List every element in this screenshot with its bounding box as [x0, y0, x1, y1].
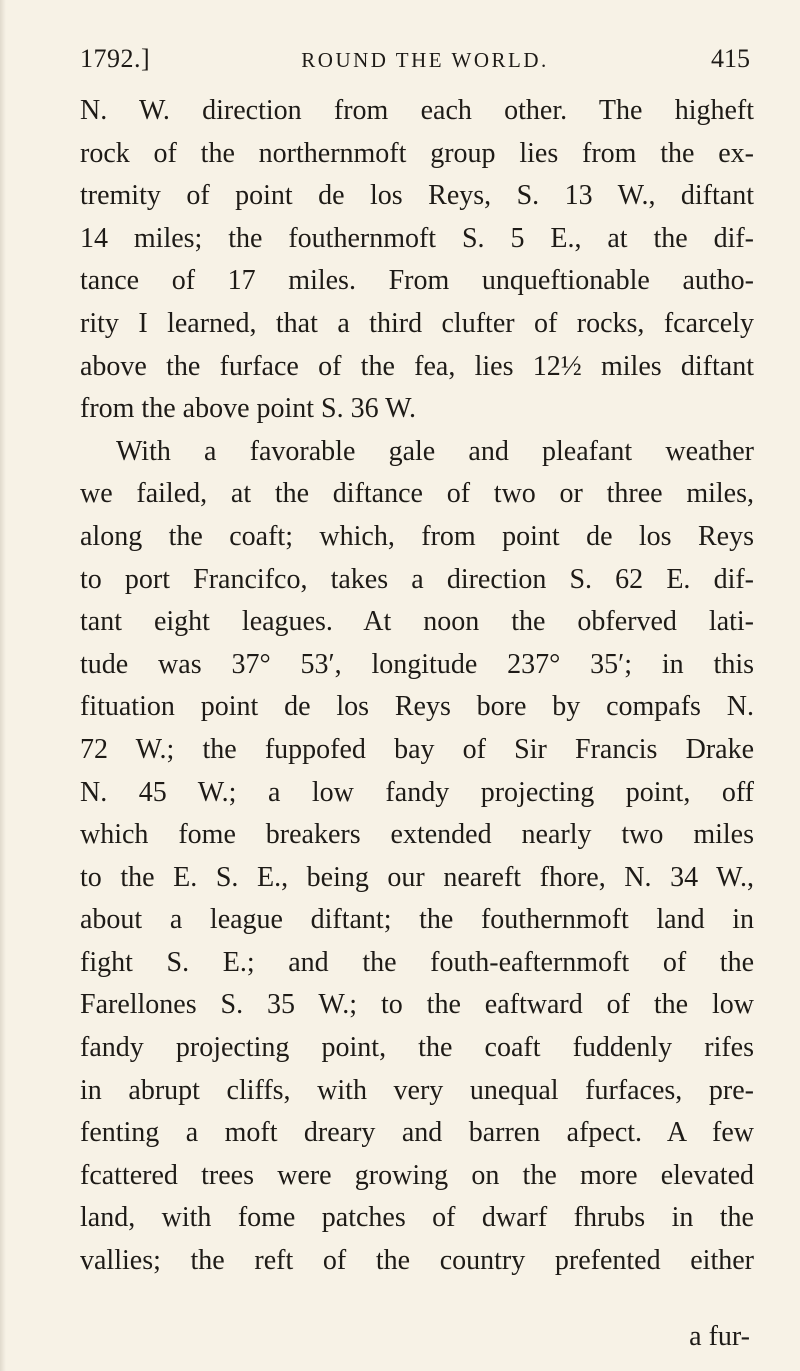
text-line: which fome breakers extended nearly two miles	[80, 819, 754, 851]
text-line: fenting a moft dreary and barren afpect. A few	[80, 1117, 754, 1149]
text-line: fandy projecting point, the coaft fuddenly rifes	[80, 1032, 754, 1064]
text-line: N. 45 W.; a low fandy projecting point, off	[80, 776, 754, 808]
running-header	[80, 44, 750, 84]
text-line: about a league diftant; the fouthernmoft land in	[80, 904, 754, 936]
text-line: fituation point de los Reys bore by compafs N.	[80, 691, 754, 723]
text-line: Farellones S. 35 W.; to the eaftward of the low	[80, 989, 754, 1021]
text-line: in abrupt cliffs, with very unequal furfaces, pre-	[80, 1074, 754, 1106]
text-line: we failed, at the diftance of two or three miles,	[80, 478, 754, 510]
text-line: vallies; the reft of the country prefented either	[80, 1245, 754, 1277]
text-line: to the E. S. E., being our neareft fhore, N. 34 W.,	[80, 861, 754, 893]
text-line: tremity of point de los Reys, S. 13 W., diftant	[80, 180, 754, 212]
text-line: With a favorable gale and pleafant weather	[116, 435, 754, 467]
header-year: 1792.]	[80, 44, 151, 73]
text-line: 72 W.; the fuppofed bay of Sir Francis Drake	[80, 733, 754, 765]
page-number: 415	[711, 44, 750, 73]
text-line: tance of 17 miles. From unqueftionable autho-	[80, 265, 754, 297]
body-text	[80, 90, 754, 1283]
text-line: fcattered trees were growing on the more elevated	[80, 1159, 754, 1191]
text-line: land, with fome patches of dwarf fhrubs in the	[80, 1202, 754, 1234]
text-line: to port Francifco, takes a direction S. 62 E. dif-	[80, 563, 754, 595]
catchword: a fur-	[689, 1321, 750, 1352]
text-line: along the coaft; which, from point de los Reys	[80, 520, 754, 552]
text-line: 14 miles; the fouthernmoft S. 5 E., at the dif-	[80, 222, 754, 254]
text-line: fight S. E.; and the fouth-eafternmoft of the	[80, 946, 754, 978]
text-line: N. W. direction from each other. The higheft	[80, 95, 754, 126]
text-line: tude was 37° 53′, longitude 237° 35′; in this	[80, 648, 754, 680]
text-line: rock of the northernmoft group lies from the ex-	[80, 137, 754, 169]
text-line: above the furface of the fea, lies 12½ miles diftant	[80, 350, 754, 382]
text-line: rity I learned, that a third clufter of rocks, fcarcely	[80, 307, 754, 339]
text-line: tant eight leagues. At noon the obferved lati-	[80, 606, 754, 638]
running-title: ROUND THE WORLD.	[301, 48, 549, 72]
text-line: from the above point S. 36 W.	[80, 393, 416, 425]
